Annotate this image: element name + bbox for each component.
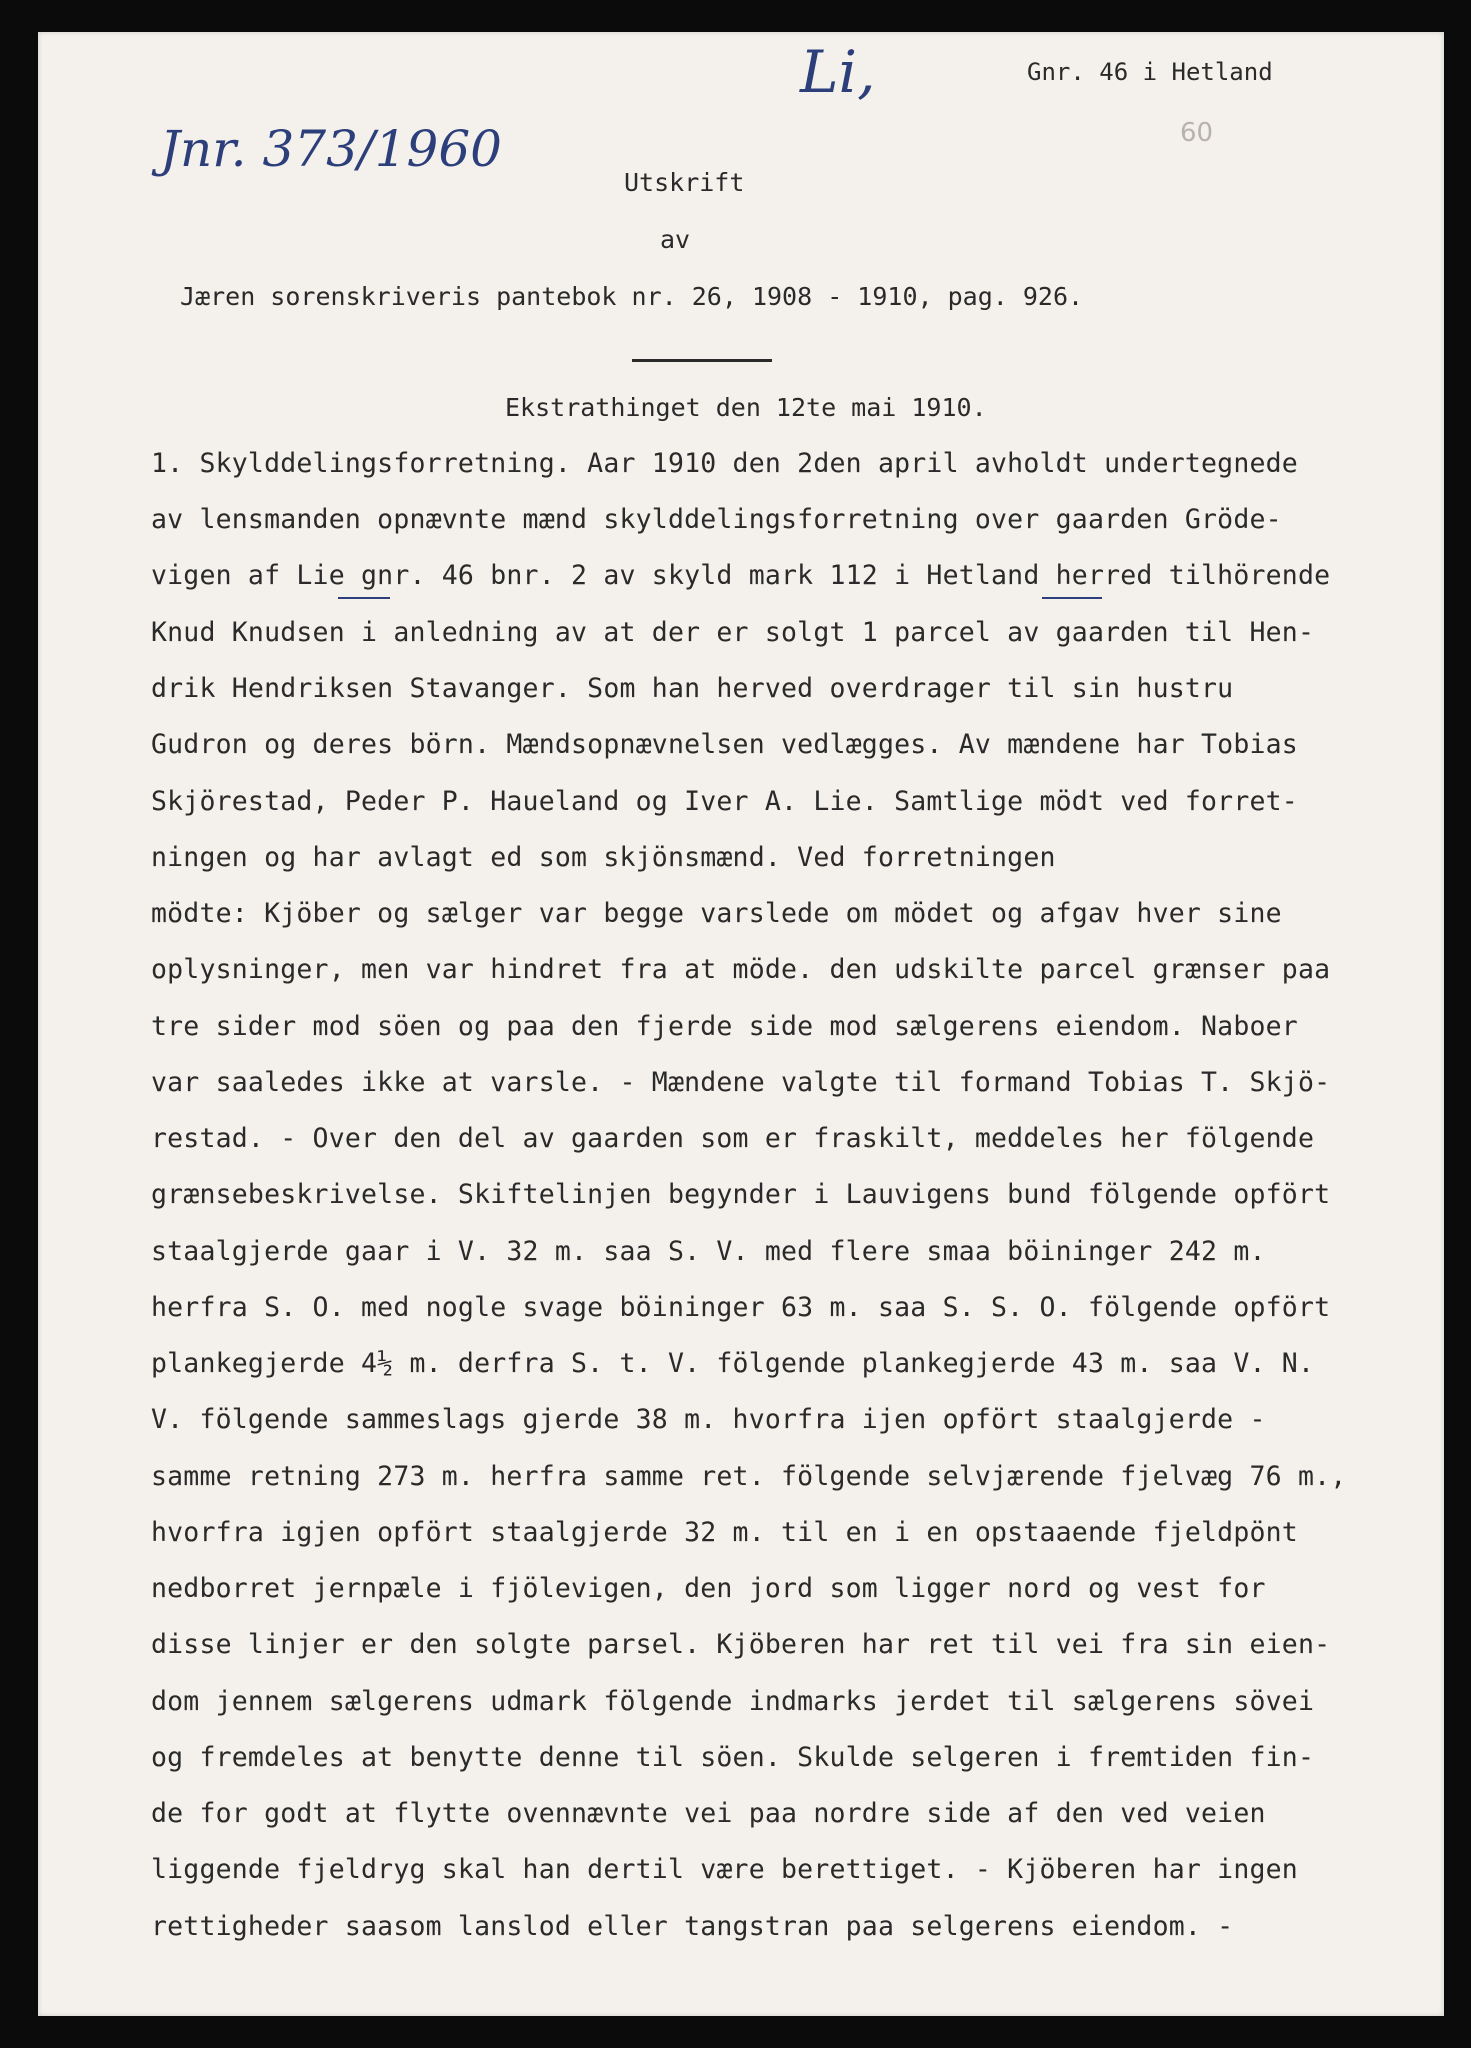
body-line: staalgjerde gaar i V. 32 m. saa S. V. med flere smaa böininger 242 m.: [151, 1236, 1266, 1267]
body-line: tre sider mod söen og paa den fjerde side mod sælgerens eiendom. Naboer: [151, 1011, 1298, 1042]
body-line: ningen og har avlagt ed som skjönsmænd. Ved forretningen: [151, 842, 1056, 873]
body-line: herfra S. O. med nogle svage böininger 63 m. saa S. S. O. fölgende opfört: [151, 1292, 1331, 1323]
body-line: og fremdeles at benytte denne til söen. Skulde selgeren i fremtiden fin-: [151, 1742, 1315, 1773]
body-line: V. fölgende sammeslags gjerde 38 m. hvorfra ijen opfört staalgjerde -: [151, 1404, 1266, 1435]
body-line: var saaledes ikke at varsle. - Mændene valgte til formand Tobias T. Skjö-: [151, 1067, 1331, 1098]
body-line: samme retning 273 m. herfra samme ret. fölgende selvjærende fjelvæg 76 m.,: [151, 1461, 1347, 1492]
body-line: Skjörestad, Peder P. Haueland og Iver A. Lie. Samtlige mödt ved forret-: [151, 786, 1298, 817]
handwritten-underline: [338, 597, 390, 599]
body-line: disse linjer er den solgte parsel. Kjöberen har ret til vei fra sin eien-: [151, 1629, 1331, 1660]
body-line: rettigheder saasom lanslod eller tangstran paa selgerens eiendom. -: [151, 1911, 1234, 1942]
body-line: mödte: Kjöber og sælger var begge varslede om mödet og afgav hver sine: [151, 898, 1282, 929]
pencil-mark: 60: [1180, 118, 1214, 148]
title-divider: [632, 359, 772, 362]
session-heading: Ekstrathinget den 12te mai 1910.: [505, 393, 987, 422]
title-source: Jæren sorenskriveris pantebok nr. 26, 1908 - 1910, pag. 926.: [180, 282, 1084, 311]
body-line: hvorfra igjen opfört staalgjerde 32 m. til en i en opstaaende fjeldpönt: [151, 1517, 1298, 1548]
title-utskrift: Utskrift: [624, 168, 745, 197]
body-line: drik Hendriksen Stavanger. Som han herved overdrager til sin hustru: [151, 673, 1234, 704]
body-line: Gudron og deres börn. Mændsopnævnelsen vedlægges. Av mændene har Tobias: [151, 729, 1298, 760]
handwritten-underline: [1042, 597, 1102, 599]
handwritten-journal-number: Jnr. 373/1960: [160, 120, 502, 178]
body-line: Knud Knudsen i anledning av at der er solgt 1 parcel av gaarden til Hen-: [151, 617, 1315, 648]
body-line: restad. - Over den del av gaarden som er fraskilt, meddeles her fölgende: [151, 1123, 1315, 1154]
body-line: nedborret jernpæle i fjölevigen, den jord som ligger nord og vest for: [151, 1573, 1266, 1604]
body-line: av lensmanden opnævnte mænd skylddelingsforretning over gaarden Gröde-: [151, 504, 1282, 535]
handwritten-name: Li,: [800, 38, 876, 106]
body-line: dom jennem sælgerens udmark fölgende indmarks jerdet til sælgerens sövei: [151, 1686, 1315, 1717]
body-line: vigen af Lie gnr. 46 bnr. 2 av skyld mark 112 i Hetland herred tilhörende: [151, 560, 1331, 591]
body-line: oplysninger, men var hindret fra at möde. den udskilte parcel grænser paa: [151, 954, 1331, 985]
body-line: de for godt at flytte ovennævnte vei paa nordre side af den ved veien: [151, 1798, 1266, 1829]
body-line: liggende fjeldryg skal han dertil være berettiget. - Kjöberen har ingen: [151, 1854, 1298, 1885]
body-line: 1. Skylddelingsforretning. Aar 1910 den 2den april avholdt undertegnede: [151, 448, 1298, 479]
body-line: plankegjerde 4½ m. derfra S. t. V. fölgende plankegjerde 43 m. saa V. N.: [151, 1348, 1315, 1379]
property-reference: Gnr. 46 i Hetland: [1027, 58, 1273, 86]
body-line: grænsebeskrivelse. Skiftelinjen begynder i Lauvigens bund fölgende opfört: [151, 1179, 1331, 1210]
title-av: av: [660, 225, 691, 254]
